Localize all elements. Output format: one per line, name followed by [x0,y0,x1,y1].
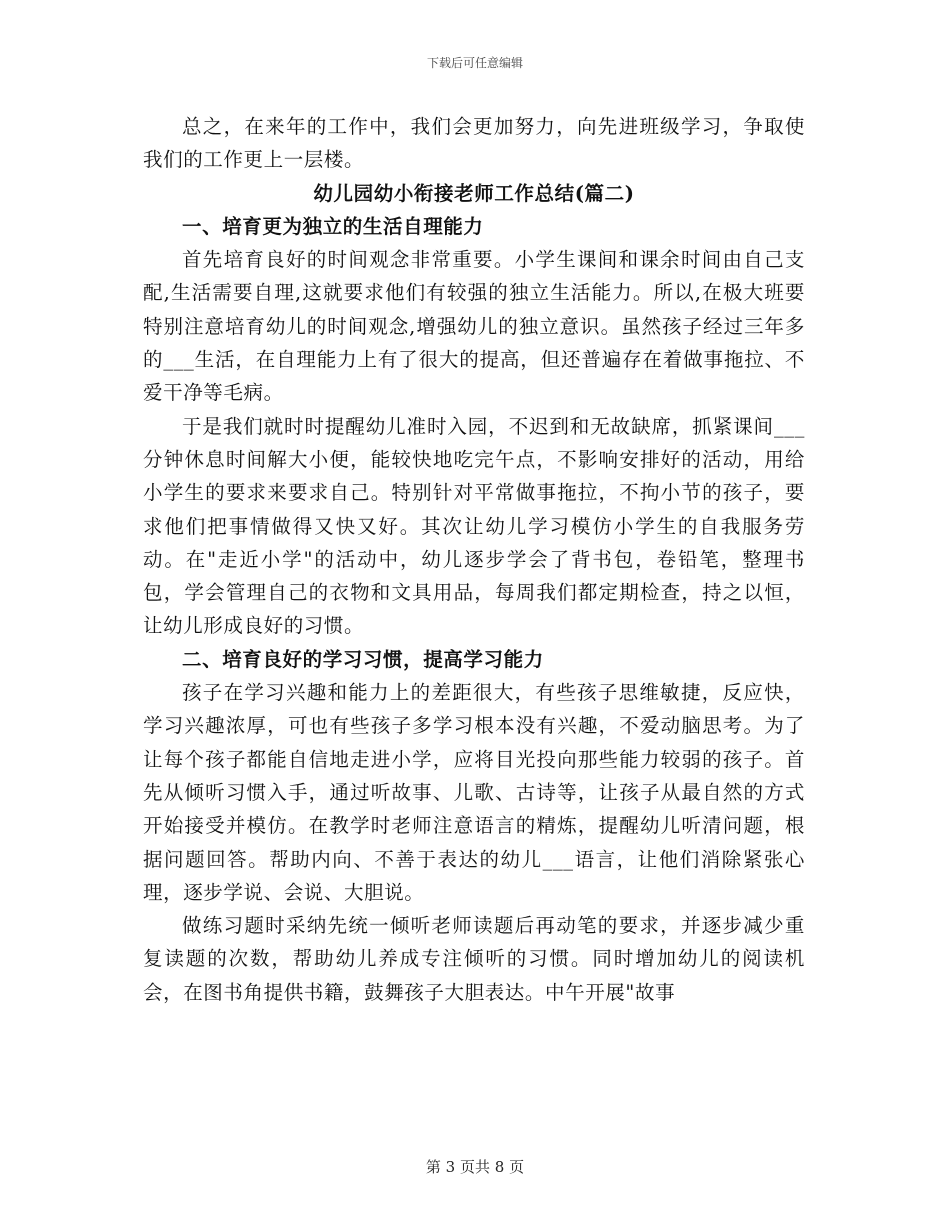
paragraph-1: 首先培育良好的时间观念非常重要。小学生课间和课余时间由自己支配,生活需要自理,这就要求他们有较强的独立生活能力。所以,在极大班要特别注意培育幼儿的时间观念,增强幼儿的独立意识。虽然孩子经过三年多的___生活，在自理能力上有了很大的提高，但还普遍存在着做事拖拉、不爱干净等毛病。 [143,248,805,405]
section-title: 幼儿园幼小衔接老师工作总结(篇二) [313,181,635,205]
paragraph-2: 于是我们就时时提醒幼儿准时入园，不迟到和无故缺席，抓紧课间___分钟休息时间解大小便，能较快地吃完午点，不影响安排好的活动，用给小学生的要求来要求自己。特别针对平常做事拖拉，不拘小节的孩子，要求他们把事情做得又快又好。其次让幼儿学习模仿小学生的自我服务劳动。在"走近小学"的活动中，幼儿逐步学会了背书包，卷铅笔，整理书包，学会管理自己的衣物和文具用品，每周我们都定期检查，持之以恒，让幼儿形成良好的习惯。 [143,414,805,638]
paragraph-3: 孩子在学习兴趣和能力上的差距很大，有些孩子思维敏捷，反应快，学习兴趣浓厚，可也有些孩子多学习根本没有兴趣，不爱动脑思考。为了让每个孩子都能自信地走进小学，应将目光投向那些能力较弱的孩子。首先从倾听习惯入手，通过听故事、儿歌、古诗等，让孩子从最自然的方式开始接受并模仿。在教学时老师注意语言的精炼，提醒幼儿听清问题，根据问题回答。帮助内向、不善于表达的幼儿___语言，让他们消除紧张心理，逐步学说、会说、大胆说。 [143,681,805,904]
header-note: 下载后可任意编辑 [426,56,523,70]
intro-paragraph: 总之，在来年的工作中，我们会更加努力，向先进班级学习，争取使我们的工作更上一层楼。 [143,115,805,172]
document-body [143,110,805,1009]
heading-2: 二、培育良好的学习习惯，提高学习能力 [182,647,544,671]
paragraph-4: 做练习题时采纳先统一倾听老师读题后再动笔的要求，并逐步减少重复读题的次数，帮助幼儿养成专注倾听的习惯。同时增加幼儿的阅读机会，在图书角提供书籍，鼓舞孩子大胆表达。中午开展"故事 [143,914,805,1004]
heading-1: 一、培育更为独立的生活自理能力 [182,214,484,238]
page-indicator: 第 3 页共 8 页 [425,1158,525,1176]
